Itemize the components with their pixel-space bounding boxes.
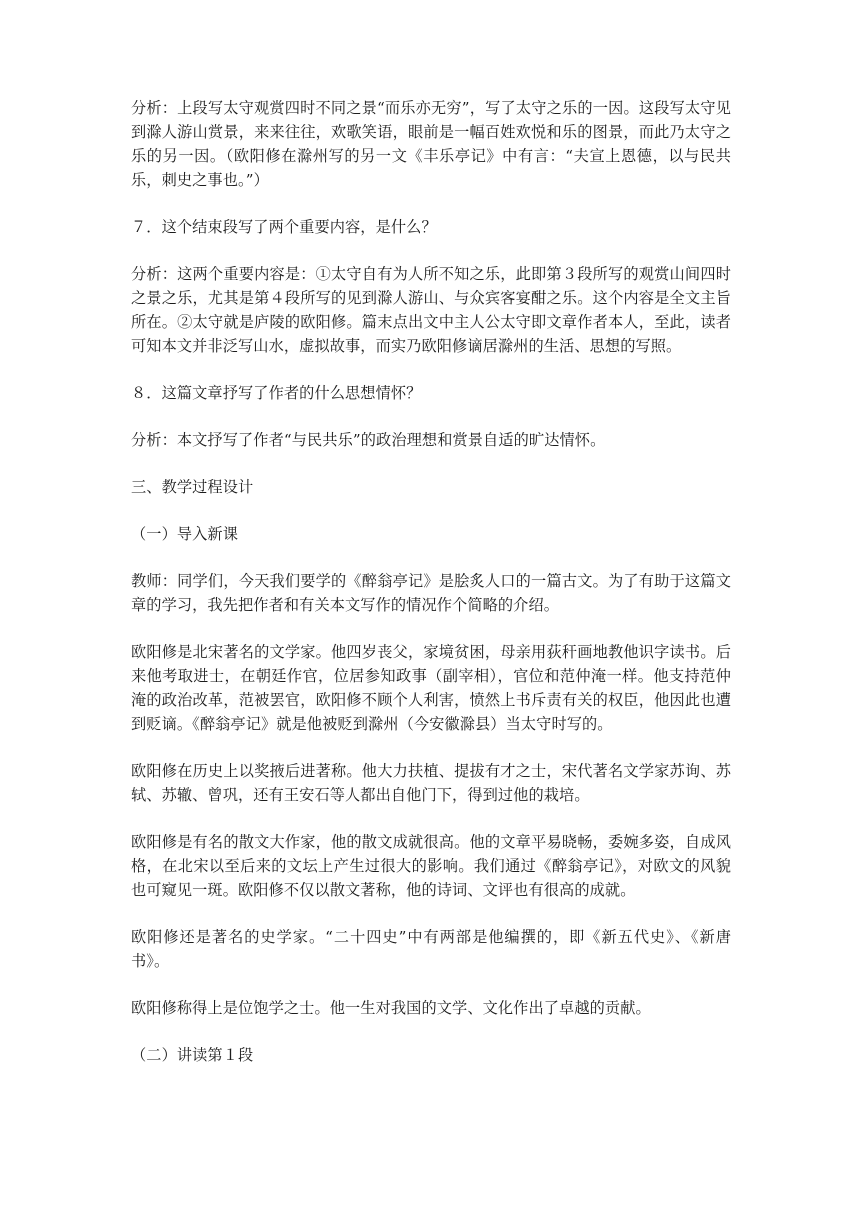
subsection-heading-2: （二）讲读第１段	[131, 1046, 254, 1064]
author-bio-paragraph-1: 欧阳修是北宋著名的文学家。他四岁丧父，家境贫困，母亲用荻秆画地教他识字读书。后来他考取进士，在朝廷作官，位居参知政事（副宰相），官位和范仲淹一样。他支持范仲淹的政治改革，范被罢官，欧阳修不顾个人利害，愤然上书斥责有关的权臣，他因此也遭到贬谪。《醉翁亭记》就是他被贬到滁州（今安徽滁县）当太守时写的。	[131, 643, 731, 733]
question-7: ７．这个结束段写了两个重要内容，是什么？	[131, 218, 437, 236]
analysis-paragraph-3: 分析：本文抒写了作者“与民共乐”的政治理想和赏景自适的旷达情怀。	[131, 431, 606, 449]
question-8: ８．这篇文章抒写了作者的什么思想情怀？	[131, 384, 422, 402]
author-bio-paragraph-4: 欧阳修还是著名的史学家。“二十四史”中有两部是他编撰的，即《新五代史》、《新唐书》。	[131, 928, 731, 970]
analysis-paragraph-1: 分析：上段写太守观赏四时不同之景“而乐亦无穷”，写了太守之乐的一因。这段写太守见到滁人游山赏景，来来往往，欢歌笑语，眼前是一幅百姓欢悦和乐的图景，而此乃太守之乐的另一因。（欧阳修在滁州写的另一文《丰乐亭记》中有言：“夫宣上恩德，以与民共乐，刺史之事也。”）	[131, 99, 731, 189]
section-heading-3: 三、教学过程设计	[131, 478, 254, 496]
subsection-heading-1: （一）导入新课	[131, 525, 239, 543]
author-bio-paragraph-5: 欧阳修称得上是位饱学之士。他一生对我国的文学、文化作出了卓越的贡献。	[131, 999, 651, 1017]
document-page	[131, 96, 731, 1090]
analysis-paragraph-2: 分析：这两个重要内容是：①太守自有为人所不知之乐，此即第３段所写的观赏山间四时之景之乐，尤其是第４段所写的见到滁人游山、与众宾客宴酣之乐。这个内容是全文主旨所在。②太守就是庐陵的欧阳修。篇末点出文中主人公太守即文章作者本人，至此，读者可知本文并非泛写山水，虚拟故事，而实乃欧阳修谪居滁州的生活、思想的写照。	[131, 265, 731, 355]
author-bio-paragraph-3: 欧阳修是有名的散文大作家，他的散文成就很高。他的文章平易晓畅，委婉多姿，自成风格，在北宋以至后来的文坛上产生过很大的影响。我们通过《醉翁亭记》，对欧文的风貌也可窥见一斑。欧阳修不仅以散文著称，他的诗词、文评也有很高的成就。	[131, 833, 731, 899]
teacher-intro-paragraph: 教师：同学们，今天我们要学的《醉翁亭记》是脍炙人口的一篇古文。为了有助于这篇文章的学习，我先把作者和有关本文写作的情况作个简略的介绍。	[131, 572, 731, 614]
author-bio-paragraph-2: 欧阳修在历史上以奖掖后进著称。他大力扶植、提拔有才之士，宋代著名文学家苏询、苏轼、苏辙、曾巩，还有王安石等人都出自他门下，得到过他的栽培。	[131, 762, 731, 804]
